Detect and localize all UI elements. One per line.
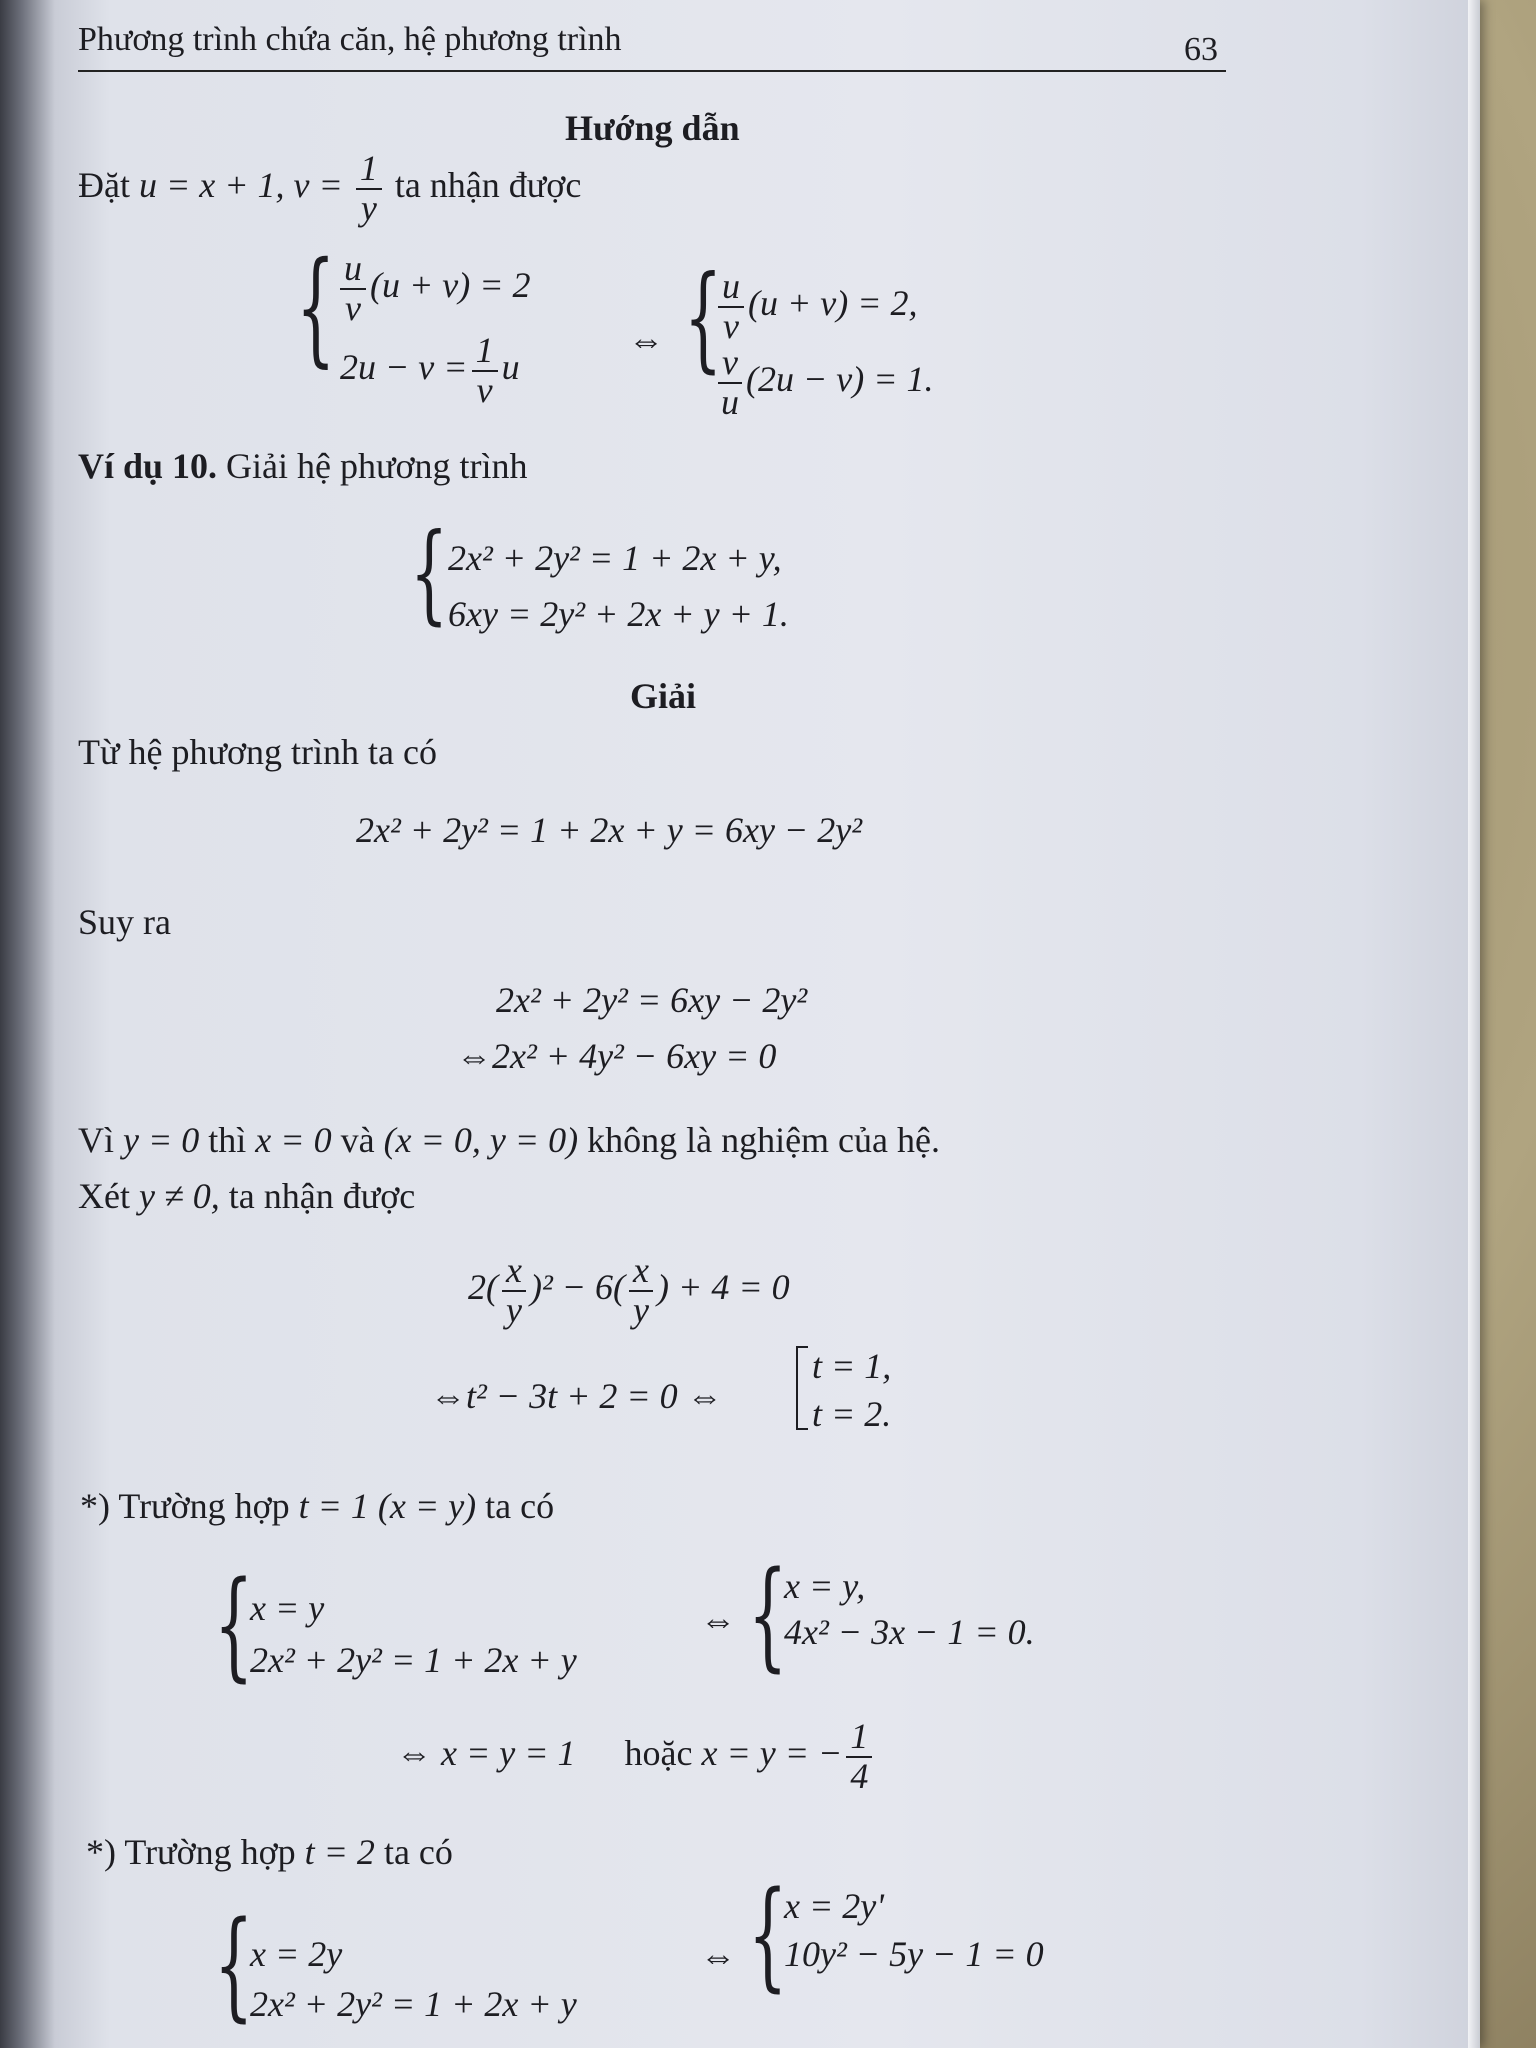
uv-right-eq2: $\frac{v}{u}$ (2u − v) = 1. (714, 344, 934, 422)
eq-b: ⇔2x² + 4y² − 6xy = 0 (456, 1036, 777, 1076)
solution-heading: Giải (630, 676, 697, 716)
example-eq1: 2x² + 2y² = 1 + 2x + y, (448, 538, 782, 578)
equiv-arrow: ⇔ (628, 320, 664, 360)
brace-left-uv: { (296, 234, 336, 380)
case2-left-1: x = 2y (250, 1934, 343, 1974)
eq-a: 2x² + 2y² = 6xy − 2y² (496, 980, 808, 1020)
uv-left-eq2: 2u − v = $\frac{1}{v}$ u (340, 330, 520, 410)
eq-quadratic-t: ⇔t² − 3t + 2 = 0 ⇔ (430, 1376, 723, 1416)
guide-intro (78, 150, 581, 228)
intro-suffix: ta nhận được (394, 165, 582, 206)
example-title: Ví dụ 10. Giải hệ phương trình (78, 446, 528, 486)
suy-ra: Suy ra (78, 902, 171, 942)
case1-title: *) Trường hợp t = 1 (x = y) ta có (80, 1486, 555, 1526)
intro-prefix: Đặt (78, 165, 130, 206)
running-title: Phương trình chứa căn, hệ phương trình (78, 21, 622, 58)
brace-example: { (410, 511, 449, 637)
brace-case1-left: { (214, 1554, 254, 1694)
case1-equiv: ⇔ (700, 1600, 736, 1640)
brace-right-uv: { (684, 252, 723, 386)
case2-equiv: ⇔ (700, 1936, 736, 1976)
intro-substitution: u = x + 1, v = (138, 165, 343, 206)
note-line1: Vì y = 0 thì x = 0 và (x = 0, y = 0) không là nghiệm của hệ. (78, 1120, 940, 1160)
brace-case2-right: { (748, 1864, 788, 2004)
solution-combined-eq: 2x² + 2y² = 1 + 2x + y = 6xy − 2y² (356, 810, 862, 850)
case2-right-2: 10y² − 5y − 1 = 0 (784, 1934, 1044, 1974)
case1-right-1: x = y, (784, 1566, 866, 1606)
guide-heading: Hướng dẫn (565, 108, 740, 148)
brace-case2-left: { (214, 1894, 254, 2034)
uv-left-eq1: $\frac{u}{v}$ (u + v) = 2 (336, 250, 531, 328)
page-number: 63 (1184, 31, 1218, 68)
note-line2: Xét y ≠ 0, ta nhận được (78, 1176, 416, 1216)
t-root-2: t = 2. (812, 1394, 892, 1434)
frac-1-over-y: $\frac{1}{y}$ (356, 150, 382, 228)
case2-left-2: 2x² + 2y² = 1 + 2x + y (250, 1984, 577, 2024)
case2-title: *) Trường hợp t = 2 ta có (86, 1832, 453, 1872)
page-edge (1468, 0, 1480, 2048)
example-eq2: 6xy = 2y² + 2x + y + 1. (448, 594, 789, 634)
case1-left-2: 2x² + 2y² = 1 + 2x + y (250, 1640, 577, 1680)
bracket-t (796, 1346, 808, 1430)
header-rule (78, 70, 1226, 72)
t-root-1: t = 1, (812, 1346, 892, 1386)
case1-right-2: 4x² − 3x − 1 = 0. (784, 1612, 1035, 1652)
case1-left-1: x = y (250, 1588, 325, 1628)
brace-case1-right: { (748, 1544, 788, 1684)
uv-right-eq1: $\frac{u}{v}$ (u + v) = 2, (714, 268, 918, 346)
case1-result: ⇔ x = y = 1 hoặc x = y = − $\frac{1}{4}$ (396, 1718, 876, 1796)
eq-ratio: 2( $\frac{x}{y}$ )² − 6( $\frac{x}{y}$ ) + 4 = 0 (468, 1250, 790, 1330)
case2-right-1: x = 2y' (784, 1886, 884, 1926)
solution-line1: Từ hệ phương trình ta có (78, 732, 437, 772)
